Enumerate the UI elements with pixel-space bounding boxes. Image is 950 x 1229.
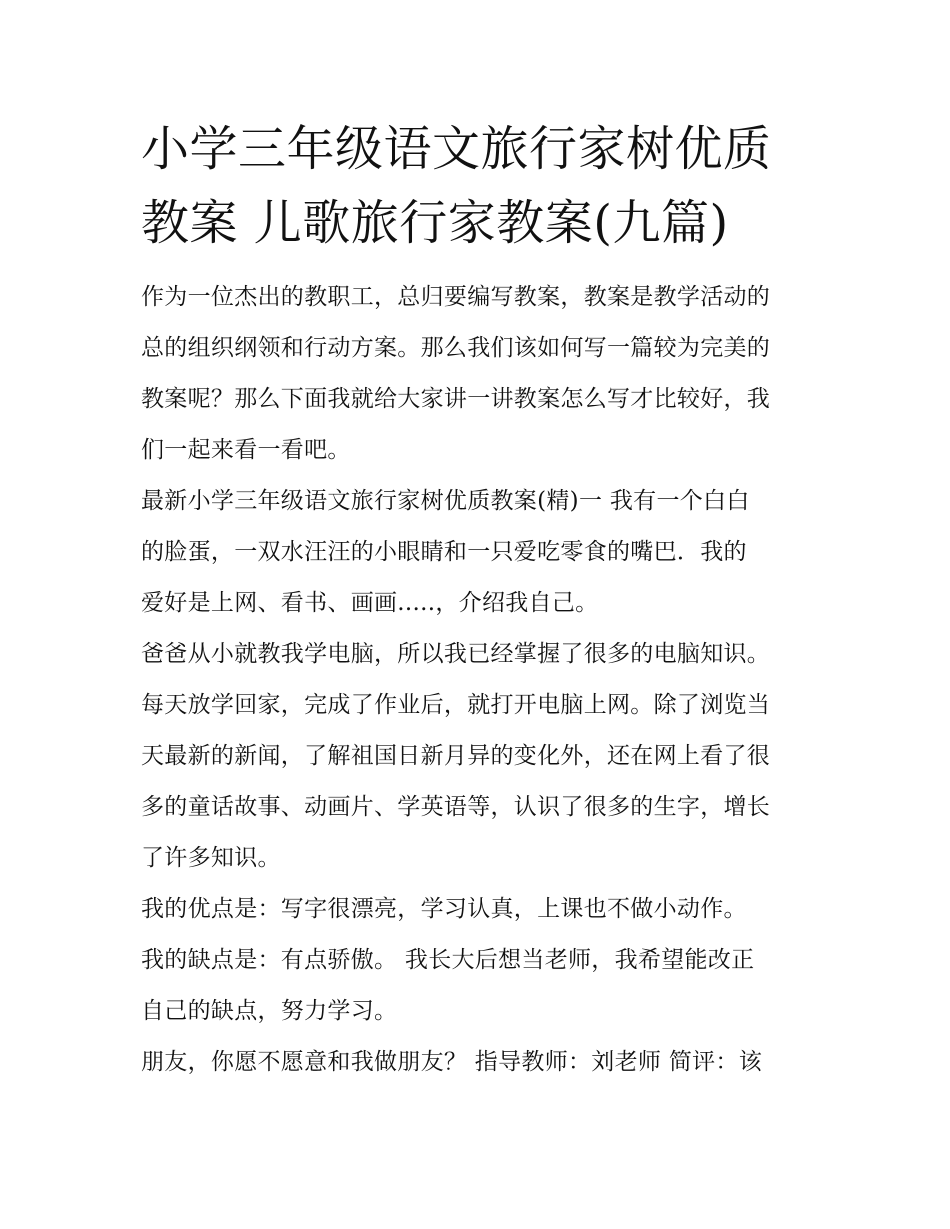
text-line: 了许多知识。 <box>141 845 281 871</box>
body-paragraph <box>141 476 816 629</box>
body-paragraph <box>141 884 816 935</box>
body-paragraph <box>141 629 816 680</box>
document-title <box>141 112 816 260</box>
document-content <box>141 112 816 1088</box>
text-line: 我的优点是：写字很漂亮，学习认真，上课也不做小动作。 <box>141 896 747 922</box>
text-line: 自己的缺点，努力学习。 <box>141 998 398 1024</box>
text-line: 最新小学三年级语文旅行家树优质教案(精)一 我有一个白白 <box>141 488 750 514</box>
text-line: 教案呢？那么下面我就给大家讲一讲教案怎么写才比较好，我 <box>141 386 771 412</box>
text-line: 朋友，你愿不愿意和我做朋友？ 指导教师：刘老师 简评：该 <box>141 1049 763 1075</box>
text-line: 作为一位杰出的教职工，总归要编写教案，教案是教学活动的 <box>141 284 771 310</box>
text-line: 多的童话故事、动画片、学英语等，认识了很多的生字，增长 <box>141 794 771 820</box>
text-line: 总的组织纲领和行动方案。那么我们该如何写一篇较为完美的 <box>141 335 771 361</box>
body-paragraph <box>141 680 816 884</box>
text-line: 每天放学回家，完成了作业后，就打开电脑上网。除了浏览当 <box>141 692 771 718</box>
title-line: 教案 儿歌旅行家教案(九篇) <box>141 195 729 251</box>
text-line: 爱好是上网、看书、画画.....，介绍我自己。 <box>141 590 599 616</box>
text-line: 爸爸从小就教我学电脑，所以我已经掌握了很多的电脑知识。 <box>141 641 771 667</box>
text-line: 们一起来看一看吧。 <box>141 437 351 463</box>
text-line: 的脸蛋，一双水汪汪的小眼睛和一只爱吃零食的嘴巴．我的 <box>141 539 747 565</box>
text-line: 我的缺点是：有点骄傲。 我长大后想当老师，我希望能改正 <box>141 947 755 973</box>
body-paragraph <box>141 1037 816 1088</box>
body-paragraph <box>141 935 816 1037</box>
intro-paragraph <box>141 272 816 476</box>
title-line: 小学三年级语文旅行家树优质 <box>141 121 772 177</box>
text-line: 天最新的新闻，了解祖国日新月异的变化外，还在网上看了很 <box>141 743 771 769</box>
